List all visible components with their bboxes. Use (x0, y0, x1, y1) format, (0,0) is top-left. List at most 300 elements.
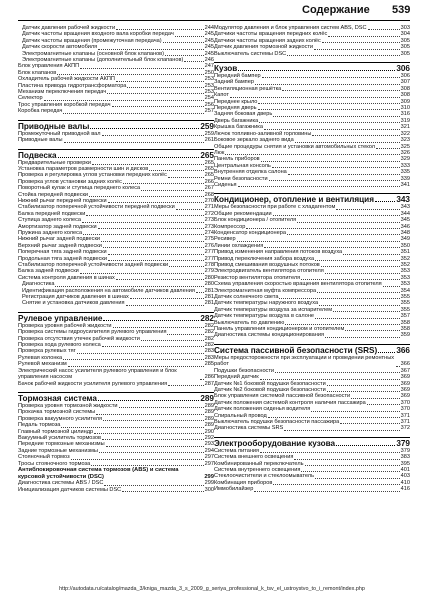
dot-leader (130, 298, 204, 299)
toc-entry-page: 281 (204, 300, 214, 307)
toc-entry-title: Приводные валы (18, 137, 63, 144)
toc-entry-title: Общие процедуры снятия и установки автомобильных стекол (214, 143, 375, 150)
toc-entry-page: 321 (400, 124, 410, 131)
toc-entry-page: 282 (204, 322, 214, 329)
toc-entry-page: 273 (204, 217, 214, 224)
toc-entry-page: 268 (204, 191, 214, 198)
dot-leader (184, 61, 203, 62)
toc-entry-title: Модулятор давления и блок управления систем ABS, DSC (214, 25, 367, 31)
toc-entry (18, 300, 214, 306)
dot-leader (275, 372, 400, 373)
toc-entry-page: 282 (204, 342, 214, 349)
dot-leader (61, 427, 203, 428)
toc-left-column (18, 25, 214, 493)
dot-leader (101, 241, 204, 242)
toc-entry-title: Стояночный тормоз (18, 454, 70, 461)
dot-leader (383, 286, 400, 287)
dot-leader (169, 266, 204, 267)
toc-entry-page: 282 (204, 335, 214, 342)
dot-leader (287, 234, 400, 235)
toc-entry-page: 372 (400, 425, 410, 432)
toc-entry-title: Промежуточный приводной вал (18, 130, 101, 137)
toc-entry-page: 351 (400, 249, 410, 256)
dot-leader (288, 174, 400, 175)
toc-section-title: Электрооборудование кузова (214, 438, 336, 448)
toc-entry-title: Стойка передней подвески (18, 191, 89, 198)
dot-leader (103, 320, 199, 321)
dot-leader (336, 209, 399, 210)
dot-leader (273, 484, 399, 485)
dot-leader (315, 478, 400, 479)
dot-leader (141, 190, 204, 191)
toc-entry-title: Проверка хода рулевого колеса (18, 342, 101, 349)
dot-leader (294, 459, 399, 460)
dot-leader (58, 157, 200, 158)
toc-entry-page: 278 (204, 262, 214, 268)
toc-entry-title: Пружина заднего колеса (18, 229, 83, 236)
toc-entry-title: Регистрация датчиков давления в шинах (22, 294, 129, 301)
toc-entry-title: Система внешнего освещения (214, 454, 294, 461)
dot-leader (273, 116, 399, 117)
dot-leader (295, 142, 400, 143)
toc-entry-title: Охладитель рабочей жидкости АКПП (18, 76, 115, 83)
toc-entry-page: 266 (204, 178, 214, 185)
toc-entry-page: 273 (204, 223, 214, 230)
dot-leader (279, 298, 399, 299)
dot-leader (91, 465, 203, 466)
dot-leader (396, 366, 400, 367)
toc-entry-page: 326 (400, 149, 410, 156)
toc-entry-title: Датчик частоты вращения (промежуточная передача) (22, 37, 162, 44)
dot-leader (260, 452, 400, 453)
toc-entry-page: 316 (400, 111, 410, 118)
dot-leader (301, 279, 399, 280)
dot-leader (297, 222, 400, 223)
dot-leader (273, 215, 400, 216)
toc-entry-page: 285 (204, 361, 214, 368)
toc-entry-page: 256 (204, 101, 214, 108)
toc-entry-title: Датчик положения системой контроля наличия пассажира (214, 399, 366, 406)
dot-leader (98, 49, 203, 50)
toc-entry-title: Продольная тяга задней подвески (18, 255, 107, 262)
dot-leader (44, 100, 204, 101)
dot-leader (92, 164, 204, 165)
dot-leader (333, 311, 400, 312)
toc-entry-title: Проверка рулевых тяг (18, 348, 76, 355)
toc-entry-page: 253 (204, 89, 214, 96)
toc-entry-page: 286 (204, 374, 214, 381)
dot-leader (287, 55, 399, 56)
toc-entry-title: Проверка вакуумного усилителя (18, 415, 103, 422)
toc-entry-page: 245 (204, 31, 214, 38)
toc-entry-page: 333 (400, 162, 410, 169)
toc-entry-title: Внутренняя отделка салона (214, 169, 287, 176)
toc-entry-title: Проверка системы гидроусилителя рулевого управления (18, 329, 167, 336)
toc-section-page: 289 (200, 393, 214, 403)
toc-entry-title: Датчик температуры воздуха в салоне (214, 313, 315, 320)
toc-entry-title: Люк (214, 149, 225, 156)
toc-entry-page: 277 (204, 249, 214, 256)
toc-entry-page: 283 (204, 348, 214, 355)
toc-entry-page: 345 (400, 217, 410, 224)
toc-entry-page: 280 (204, 274, 214, 281)
toc-entry-title: Боковое зеркало заднего вида (214, 137, 294, 144)
toc-entry-page: 410 (400, 479, 410, 486)
toc-section-page: 282 (200, 313, 214, 323)
toc-entry-title: Снятие и установка датчиков давления (22, 300, 125, 307)
toc-entry-page: 281 (204, 287, 214, 294)
toc-entry-page: 271 (204, 204, 214, 211)
toc-entry-title: Резистор вентилятора отопителя (214, 274, 301, 281)
dot-leader (378, 352, 395, 353)
toc-section-title: Рулевое управление (18, 313, 103, 323)
dot-leader (63, 113, 203, 114)
dot-leader (314, 49, 400, 50)
toc-entry-page: 403 (400, 473, 410, 480)
dot-leader (104, 485, 203, 486)
dot-leader (272, 167, 400, 168)
toc-entry-page: 395 (400, 460, 410, 467)
toc-entry-page: 319 (400, 117, 410, 124)
dot-leader (175, 36, 204, 37)
dot-leader (258, 103, 399, 104)
toc-entry-page: 277 (204, 255, 214, 262)
toc-entry-page: 245 (204, 44, 214, 51)
dot-leader (301, 471, 399, 472)
toc-section-title: Система пассивной безопасности (SRS) (214, 345, 378, 355)
toc-right-column (214, 25, 410, 493)
toc-entry-title: Задняя боковая дверь (214, 111, 273, 118)
toc-entry-title: Датчик давления тормозной жидкости (214, 44, 314, 51)
toc-entry-title: Ресивер (214, 236, 236, 243)
dot-leader (284, 430, 399, 431)
dot-leader (176, 209, 204, 210)
toc-entry-title: Переднее крыло (214, 98, 258, 105)
toc-entry-page: 348 (400, 229, 410, 236)
dot-leader (321, 266, 400, 267)
dot-leader (238, 70, 395, 71)
toc-section-title: Кузов (214, 64, 238, 74)
toc-entry-title: Датчик положения сиденья водителя (214, 406, 311, 413)
dot-leader (319, 305, 400, 306)
toc-entry-page: 294 (204, 447, 214, 454)
toc-entry-title: Педаль тормоза (18, 422, 61, 429)
toc-entry-title: Рулевая колонка (18, 354, 63, 361)
toc-entry-page: 349 (400, 236, 410, 243)
toc-subsection-title: Антиблокировочная система тормозов (ABS) и система курсовой устойчивости (DSC) (18, 466, 179, 480)
toc-entry-title: Главный тормозной цилиндр (18, 428, 94, 435)
toc-entry (214, 182, 410, 188)
toc-section (214, 193, 410, 204)
toc-entry-page: 297 (204, 460, 214, 467)
toc-entry-page: 367 (400, 367, 410, 374)
toc-entry-page: 401 (400, 466, 410, 473)
dot-leader (127, 87, 203, 88)
toc-entry-page: 352 (400, 255, 410, 262)
toc-entry-page: 257 (204, 108, 214, 115)
toc-entry-title: Блок клапанов (18, 69, 57, 76)
dot-leader (71, 459, 204, 460)
dot-leader (343, 254, 399, 255)
toc-entry-page: 244 (204, 25, 214, 31)
toc-entry-page: 282 (204, 329, 214, 336)
toc-entry-title: Задние тормозные механизмы (18, 447, 98, 454)
toc-entry-title: Диагностика (22, 281, 55, 288)
dot-leader (103, 420, 204, 421)
toc-entry-page: 354 (400, 287, 410, 294)
toc-entry-title: Вентиляционная решётка (214, 85, 282, 92)
toc-section-title: Приводные валы (18, 121, 90, 131)
toc-entry-page: 299 (204, 480, 214, 487)
toc-section-page: 306 (396, 64, 410, 74)
dot-leader (230, 97, 400, 98)
toc-entry-page: 369 (400, 380, 410, 387)
toc-entry-title: Передняя дверь (214, 105, 257, 112)
toc-entry (18, 108, 214, 114)
toc-entry-title: Передний датчик (214, 374, 259, 381)
page-header (0, 0, 424, 22)
dot-leader (261, 161, 400, 162)
toc-entry-title: Трос управления коробкой передач (18, 101, 111, 108)
dot-leader (200, 379, 204, 380)
toc-entry-title: Электромагнитные клапаны (основной блок клапанов) (22, 50, 165, 57)
toc-entry-title: Вакуумный усилитель тормозов (18, 434, 101, 441)
toc-entry-title: Передние тормозные механизмы (18, 441, 105, 448)
dot-leader (98, 400, 199, 401)
toc-entry-title: Подушки безопасности (214, 367, 275, 374)
dot-leader (376, 148, 400, 149)
toc-entry-title: Диагностика системы кондиционирования (214, 332, 324, 339)
toc-entry-page: 343 (400, 204, 410, 211)
dot-leader (259, 122, 399, 123)
dot-leader (126, 305, 204, 306)
toc-entry (214, 486, 410, 492)
toc-entry (18, 137, 214, 143)
toc-entry-title: Меры предосторожности при эксплуатации и проведении ремонтных работ (214, 354, 395, 368)
toc-entry-page: 305 (400, 44, 410, 51)
toc-entry-page: 283 (204, 354, 214, 361)
header-rule (18, 20, 410, 21)
dot-leader (315, 260, 400, 261)
toc-entry-page: 281 (204, 294, 214, 301)
dot-leader (77, 353, 204, 354)
toc-entry-page: 246 (204, 57, 214, 64)
dot-leader (328, 36, 399, 37)
toc-section (18, 149, 214, 160)
dot-leader (167, 334, 203, 335)
toc-entry-title: Предварительные проверки (18, 159, 91, 166)
toc-entry-title: Нижний рычаг передней подвески (18, 197, 107, 204)
toc-entry-page: 245 (204, 37, 214, 44)
toc-entry-title: Крышка багажника (214, 124, 263, 131)
dot-leader (168, 385, 204, 386)
dot-leader (367, 404, 400, 405)
toc-entry-page: 370 (400, 406, 410, 413)
toc-entry-page: 358 (400, 319, 410, 326)
toc-entry-title: Стабилизатор поперечной устойчивости задней подвески (18, 262, 169, 268)
toc-entry-page: 289 (204, 402, 214, 409)
toc-entry-title: Дверь багажника (214, 117, 259, 124)
dot-leader (106, 446, 204, 447)
dot-leader (315, 318, 400, 319)
toc-entry-title: Система контроля давления в шинах (18, 274, 115, 281)
toc-entry-title: Лючок топливно-заливной горловины (214, 130, 312, 137)
toc-entry-page: 323 (400, 137, 410, 144)
toc-entry-page: 275 (204, 236, 214, 243)
dot-leader (83, 234, 204, 235)
toc-entry-title: Выключатель подушки безопасности пассажира (214, 418, 340, 425)
dot-leader (254, 491, 399, 492)
toc-entry-page: 416 (400, 486, 410, 493)
dot-leader (63, 359, 204, 360)
dot-leader (340, 423, 399, 424)
toc-entry-page: 303 (400, 25, 410, 31)
toc-entry-title: Стабилизатор поперечной устойчивости передней подвески (18, 204, 175, 211)
toc-subsection (18, 467, 214, 480)
toc-entry (18, 381, 214, 387)
dot-leader (102, 135, 204, 136)
toc-entry-page: 259 (204, 130, 214, 137)
toc-entry-title: Ремни безопасности (214, 175, 268, 182)
toc-entry-page: 305 (400, 37, 410, 44)
dot-leader (113, 327, 204, 328)
toc-entry (214, 425, 410, 431)
toc-entry-page: 358 (400, 326, 410, 333)
toc-entry-title: Коробка передач (18, 108, 63, 115)
toc-section-page: 259 (200, 121, 214, 131)
toc-entry-page: 357 (400, 313, 410, 320)
toc-entry-title: Система внутреннего освещения (214, 466, 301, 473)
toc-entry-title: Блок управления АКПП (18, 63, 80, 70)
toc-section-page: 343 (396, 195, 410, 205)
toc-entry-title: Проверка отсутствия утечек рабочей жидкости (18, 335, 140, 342)
dot-leader (107, 93, 203, 94)
toc-entry-title: Проверка уровня рабочей жидкости (18, 322, 112, 329)
toc-entry-title: Балка задней подвески (18, 268, 79, 275)
toc-entry-page: 280 (204, 281, 214, 288)
toc-entry (18, 487, 214, 493)
toc-subsection-page: 299 (204, 473, 214, 480)
dot-leader (258, 109, 400, 110)
toc-entry-page: 379 (400, 447, 410, 454)
dot-leader (327, 385, 400, 386)
toc-section (214, 437, 410, 448)
toc-entry-title: Сиденья (214, 181, 237, 188)
toc-entry-title: Задний бампер (214, 79, 254, 86)
toc-entry-page: 290 (204, 428, 214, 435)
toc-entry-title: Проверка уровня тормозной жидкости (18, 402, 118, 409)
toc-entry-title: Датчики частоты вращения передних колёс (214, 31, 328, 38)
toc-section-page: 379 (396, 438, 410, 448)
dot-leader (237, 241, 400, 242)
dot-leader (264, 129, 400, 130)
dot-leader (123, 183, 204, 184)
toc-entry-page: 306 (400, 73, 410, 80)
toc-entry-title: Диагностика системы ABS / DSC (18, 480, 104, 487)
toc-entry (214, 51, 410, 57)
toc-entry-page: 369 (400, 386, 410, 393)
toc-section-title: Тормозная система (18, 393, 97, 403)
toc-entry-title: Датчик температуры воздуха за испарителем (214, 306, 333, 313)
dot-leader (99, 452, 204, 453)
toc-entry-title: Нижний рычаг задней подвески (18, 236, 101, 243)
toc-entry-title: Датчик №1 боковой подушки безопасности (214, 380, 326, 387)
toc-entry-page: 261 (204, 137, 214, 144)
toc-entry-page: 247 (204, 63, 214, 70)
toc-entry-page: 297 (204, 454, 214, 461)
toc-entry-title: Меры безопасности при работе с хладагентом (214, 204, 336, 211)
toc-entry-title: Диагностика системы SRS (214, 425, 284, 432)
dot-leader (122, 491, 203, 492)
toc-entry-page: 369 (400, 393, 410, 400)
dot-leader (68, 366, 204, 367)
toc-entry-page: 355 (400, 306, 410, 313)
toc-entry-page: 293 (204, 441, 214, 448)
dot-leader (246, 228, 399, 229)
dot-leader (264, 247, 399, 248)
toc-entry-title: Ступица заднего колеса (18, 217, 81, 224)
toc-section-page: 265 (200, 150, 214, 160)
dot-leader (345, 330, 399, 331)
dot-leader (103, 247, 204, 248)
toc-entry-page: 353 (400, 274, 410, 281)
dot-leader (86, 215, 203, 216)
dot-leader (255, 84, 400, 85)
toc-entry-page: 276 (204, 242, 214, 249)
toc-entry-page: 287 (204, 380, 214, 387)
toc-entry-page: 274 (204, 229, 214, 236)
toc-section (214, 344, 410, 355)
dot-leader (116, 81, 204, 82)
toc-entry-page: 350 (400, 242, 410, 249)
dot-leader (80, 68, 204, 69)
toc-entry-title: Установка параметров размерности шин и дисков (18, 165, 149, 172)
toc-entry-title: Центральная консоль (214, 162, 271, 169)
toc-entry-page: 346 (400, 223, 410, 230)
dot-leader (102, 346, 204, 347)
toc-entry-title: Проверка и регулировка углов установки передних колёс (18, 172, 167, 179)
toc-entry-page: 300 (204, 486, 214, 493)
toc-entry-title: Комбинированный переключатель (214, 460, 304, 467)
dot-leader (112, 106, 204, 107)
dot-leader (260, 379, 400, 380)
toc-entry-title: Панель приборов (214, 156, 260, 163)
toc-entry-title: Датчик давления рабочей жидкости (22, 25, 116, 31)
page-number: 539 (392, 4, 411, 16)
toc-entry-page: 253 (204, 82, 214, 89)
toc-entry-title: Пластина привода гидротрансформатора (18, 82, 127, 89)
dot-leader (312, 135, 399, 136)
dot-leader (116, 29, 204, 30)
dot-leader (89, 196, 204, 197)
toc-entry-title: Передний бампер (214, 73, 261, 80)
dot-leader (55, 286, 203, 287)
dot-leader (149, 170, 203, 171)
toc-entry-title: Панель управления кондиционером и отопителем (214, 326, 345, 333)
toc-entry-title: Тросы стояночного тормоза (18, 460, 91, 467)
toc-entry-page: 309 (400, 98, 410, 105)
toc-entry-page: 359 (400, 332, 410, 339)
toc-entry-title: Электрический насос усилителя рулевого управления и блок управления насосом (18, 367, 177, 381)
toc-entry (214, 355, 410, 368)
page-title: Содержание (302, 4, 370, 16)
toc-entry-page: 307 (400, 79, 410, 86)
toc-section-page: 366 (396, 345, 410, 355)
toc-entry (18, 368, 214, 381)
toc-entry-title: Датчик частоты вращения входного вала коробки передач (22, 31, 174, 38)
toc-entry-title: Линии охлаждения (214, 242, 264, 249)
toc-entry-page: 355 (400, 294, 410, 301)
